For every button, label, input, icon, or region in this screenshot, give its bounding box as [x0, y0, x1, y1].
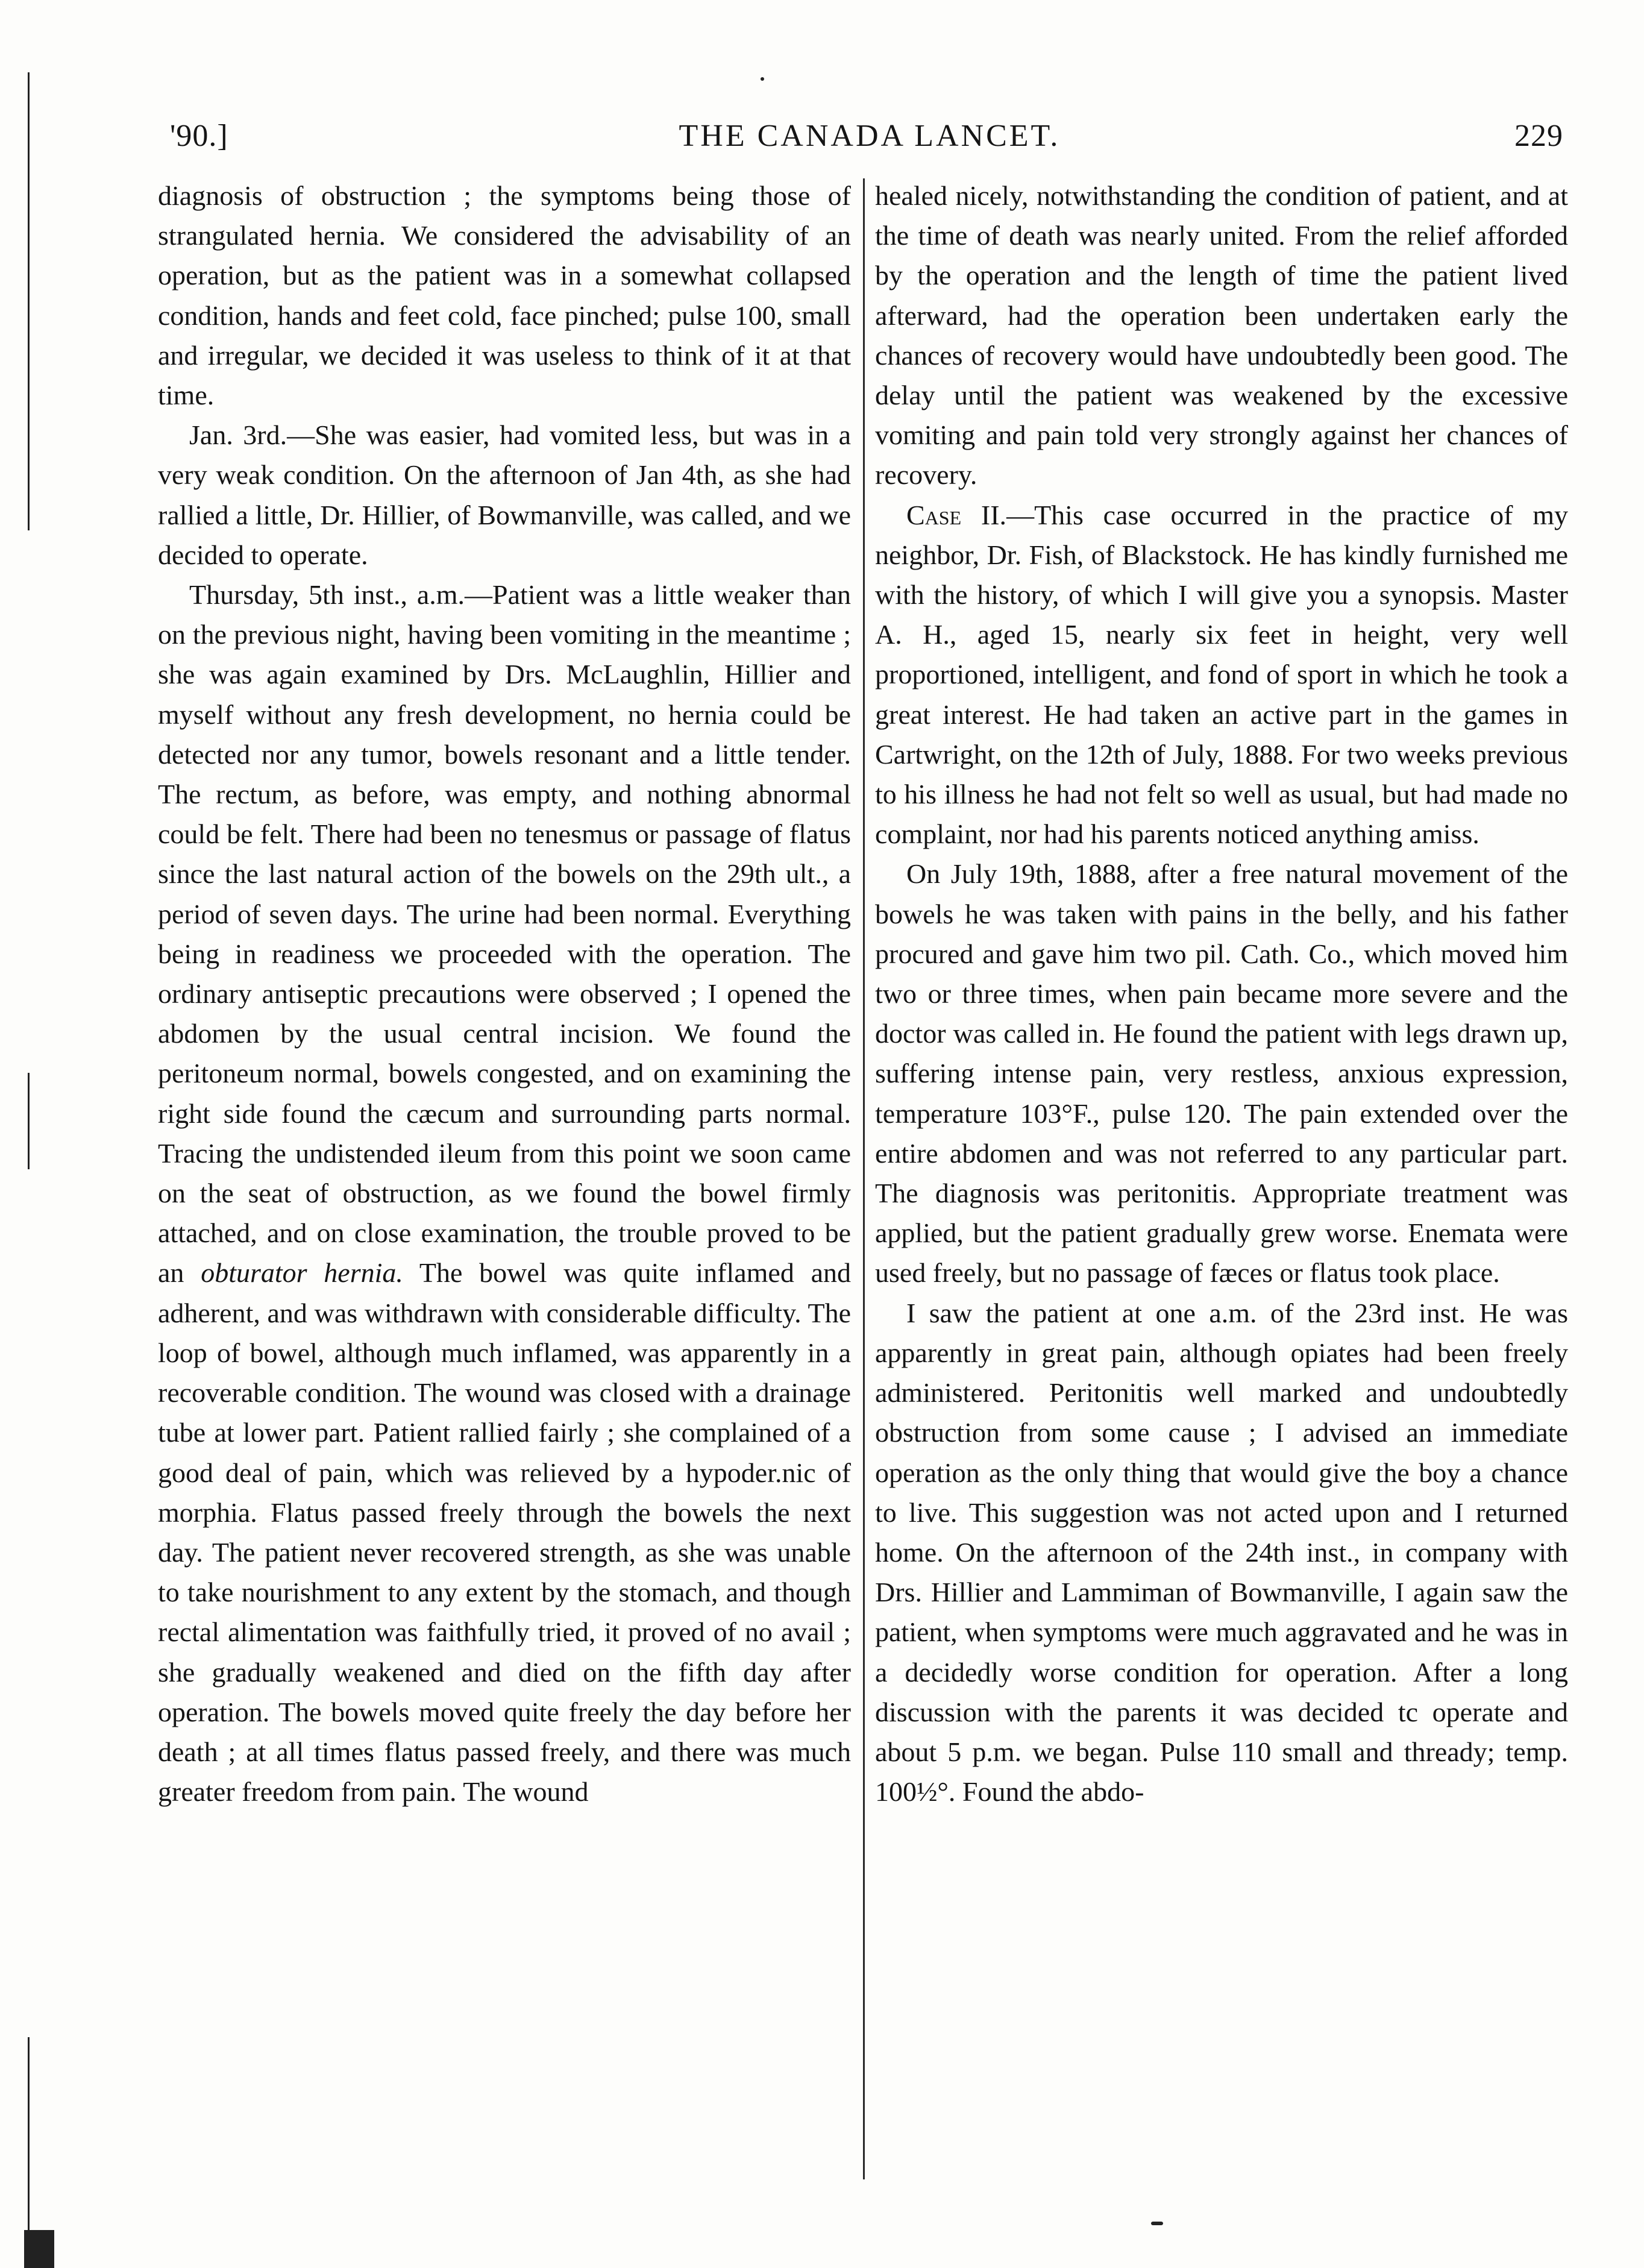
paragraph [158, 575, 851, 1812]
paragraph [875, 495, 1568, 855]
binding-edge-line [28, 72, 30, 530]
page-speck [1151, 2222, 1163, 2225]
left-text-column [158, 176, 851, 1812]
italic-term: obturator hernia. [201, 1257, 403, 1289]
paragraph: Jan. 3rd.—She was easier, had vomited less, but was in a very weak condition. On the afternoon of Jan 4th, as she had rallied a little, Dr. Hillier, of Bowmanville, was called, and we decided to operate. [158, 419, 851, 570]
binding-edge-mark [24, 2230, 54, 2268]
binding-edge-line [28, 1073, 30, 1169]
paragraph: diagnosis of obstruction ; the symptoms being those of strangulated hernia. We considered the advisability of an operation, but as the patient was in a somewhat collapsed condition, hands and feet cold, face pinched; pulse 100, small and irregular, we decided it was useless to think of it at that time. [158, 180, 851, 411]
paragraph: On July 19th, 1888, after a free natural movement of the bowels he was taken with pains in the belly, and his father procured and gave him two pil. Cath. Co., which moved him two or three times, when pain became more severe and the doctor was called in. He found the patient with legs drawn up, suffering intense pain, very restless, anxious expression, temperature 103°F., pulse 120. The pain extended over the entire abdomen and was not referred to any particular part. The diagnosis was peritonitis. Appropriate treatment was applied, but the patient gradually grew worse. Enemata were used freely, but no passage of fæces or flatus took place. [875, 858, 1568, 1289]
volume-year: '90.] [170, 119, 228, 153]
column-divider [863, 178, 865, 2179]
right-text-column [875, 176, 1568, 1812]
paragraph-text: The bowel was quite inflamed and adherent, and was withdrawn with considerable difficulty. The loop of bowel, although much inflamed, was apparently in a recoverable condition. The wound was closed with a drainage tube at lower part. Patient rallied fairly ; she complained of a good deal of pain, which was relieved by a hypoder.nic of morphia. Flatus passed freely through the bowels the next day. The patient never recovered strength, as she was unable to take nourishment to any extent by the stomach, and though rectal alimentation was faithfully tried, it proved of no avail ; she gradually weakened and died on the fifth day after operation. The bowels moved quite freely the day before her death ; at all times flatus passed freely, and there was much greater freedom from pain. The wound [158, 1257, 852, 1808]
paragraph-text: —This case occurred in the practice of my neighbor, Dr. Fish, of Blackstock. He has kindly furnished me with the history, of which I will give you a synopsis. Master A. H., aged 15, nearly six feet in height, very well proportioned, intelligent, and fond of sport in which he took a great interest. He had taken an active part in the games in Cartwright, on the 12th of July, 1888. For two weeks previous to his illness he had not felt so well as usual, but had made no complaint, nor had his parents noticed anything amiss. [875, 499, 1568, 850]
page-speck [761, 77, 764, 81]
page-number: 229 [1514, 119, 1563, 153]
running-head [164, 118, 1575, 166]
paragraph-text: Thursday, 5th inst., a.m.—Patient was a little weaker than on the previous night, having been vomiting in the meantime ; she was again examined by Drs. McLaughlin, Hillier and myself without any fresh development, no hernia could be detected nor any tumor, bowels resonant and a little tender. The rectum, as before, was empty, and nothing abnormal could be felt. There had been no tenesmus or passage of flatus since the last natural action of the bowels on the 29th ult., a period of seven days. The urine had been normal. Everything being in readiness we proceeded with the operation. The ordinary antiseptic precautions were observed ; I opened the abdomen by the usual central incision. We found the peritoneum normal, bowels congested, and on examining the right side found the cæcum and surrounding parts normal. Tracing the undistended ileum from this point we soon came on the seat of obstruction, as we found the bowel firmly attached, and on close examination, the trouble proved to be an [158, 579, 851, 1289]
case-label: Case II. [906, 499, 1007, 530]
paragraph: healed nicely, notwithstanding the condition of patient, and at the time of death was nearly united. From the relief afforded by the operation and the length of time the patient lived afterward, had the operation been undertaken early the chances of recovery would have undoubtedly been good. The delay until the patient was weakened by the excessive vomiting and pain told very strongly against her chances of recovery. [875, 180, 1568, 491]
paragraph: I saw the patient at one a.m. of the 23rd inst. He was apparently in great pain, although opiates had been freely administered. Peritonitis well marked and undoubtedly obstruction from some cause ; I advised an immediate operation as the only thing that would give the boy a chance to live. This suggestion was not acted upon and I returned home. On the afternoon of the 24th inst., in company with Drs. Hillier and Lammiman of Bowmanville, I again saw the patient, when symptoms were much aggravated and he was in a decidedly worse condition for operation. After a long discussion with the parents it was decided tc operate and about 5 p.m. we began. Pulse 110 small and thready; temp. 100½°. Found the abdo- [875, 1297, 1568, 1808]
journal-title: THE CANADA LANCET. [679, 119, 1061, 153]
